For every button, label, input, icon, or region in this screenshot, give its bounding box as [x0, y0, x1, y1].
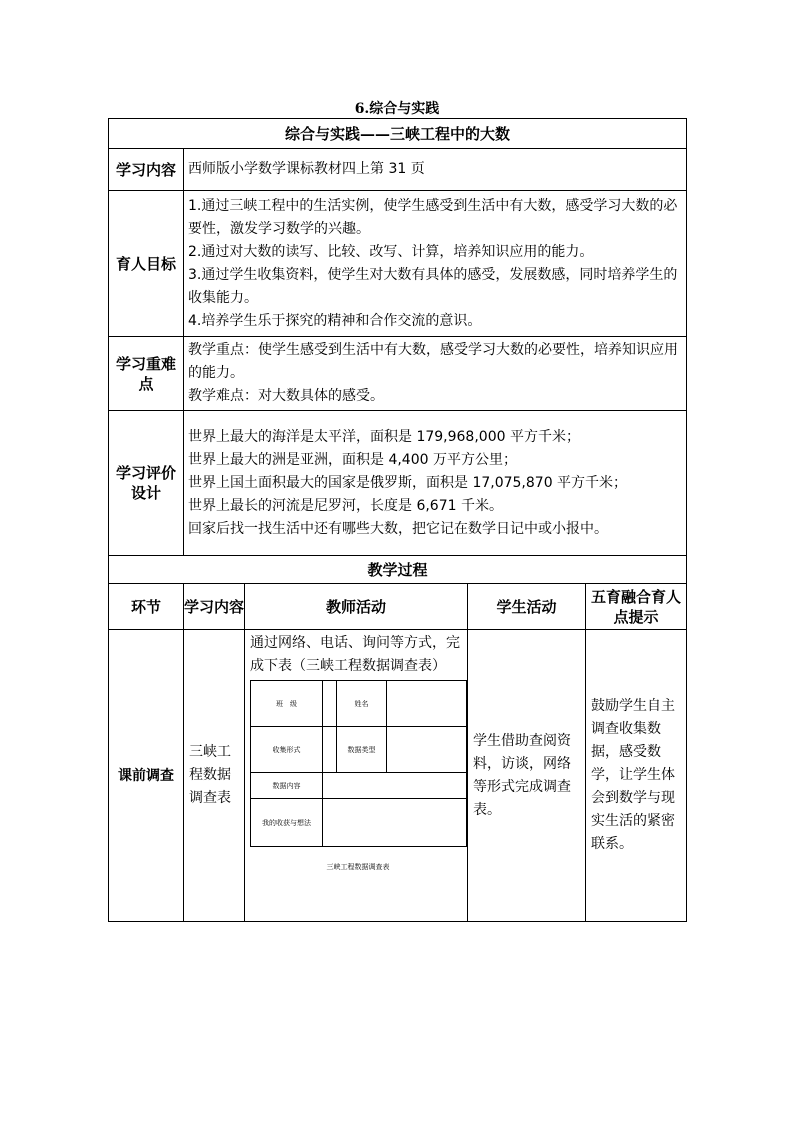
- keypoint-line: 教学重点：使学生感受到生活中有大数，感受学习大数的必要性，培养知识应用的能力。: [188, 342, 678, 381]
- lesson-title-row: [109, 119, 687, 149]
- goal-line: 4.培养学生乐于探究的精神和合作交流的意识。: [188, 312, 482, 329]
- evaluation-label: 学习评价设计: [109, 411, 184, 556]
- evaluation-line: 世界上最大的海洋是太平洋，面积是 179,968,000 平方千米；: [188, 428, 580, 445]
- goal-line: 3.通过学生收集资料，使学生对大数有具体的感受，发展数感，同时培养学生的收集能力。: [188, 266, 678, 306]
- goals-label: 育人目标: [109, 191, 184, 337]
- teacher-text: 通过网络、电话、询问等方式，完成下表（三峡工程数据调查表）: [250, 635, 460, 674]
- goals-text: [184, 191, 687, 337]
- goal-line: 1.通过三峡工程中的生活实例，使学生感受到生活中有大数，感受学习大数的必要性，激发学习数学的兴趣。: [188, 197, 678, 237]
- evaluation-row: [109, 411, 687, 556]
- survey-method-value: [323, 727, 337, 773]
- survey-type-value: [387, 727, 467, 773]
- col-header-stage: 环节: [109, 584, 184, 630]
- stage-content: 三峡工程数据调查表: [184, 630, 245, 922]
- hint-text: 鼓励学生自主调查收集数据，感受数学，让学生体会到数学与现实生活的紧密联系。: [586, 630, 687, 922]
- evaluation-line: 世界上国土面积最大的国家是俄罗斯，面积是 17,075,870 平方千米；: [188, 474, 628, 491]
- col-header-teacher: 教师活动: [245, 584, 468, 630]
- lesson-plan-table: [108, 118, 687, 922]
- survey-type-label: 数据类型: [337, 727, 387, 773]
- survey-caption: 三峡工程数据调查表: [326, 863, 390, 871]
- survey-name-label: 姓名: [337, 681, 387, 727]
- survey-class-value: [323, 681, 337, 727]
- lesson-title: 综合与实践——三峡工程中的大数: [109, 119, 687, 149]
- teacher-activity: [245, 630, 468, 922]
- content-text: 西师版小学数学课标教材四上第 31 页: [184, 149, 687, 191]
- keypoints-label: 学习重难点: [109, 337, 184, 411]
- evaluation-text: [184, 411, 687, 556]
- evaluation-line: 世界上最大的洲是亚洲，面积是 4,400 万平方公里；: [188, 451, 517, 468]
- evaluation-line: 回家后找一找生活中还有哪些大数，把它记在数学日记中或小报中。: [188, 520, 608, 537]
- student-activity: 学生借助查阅资料，访谈，网络等形式完成调查表。: [468, 630, 586, 922]
- stage-name: 课前调查: [109, 630, 184, 922]
- survey-method-label: 收集形式: [251, 727, 323, 773]
- stage-row: [109, 630, 687, 922]
- process-header-row: [109, 556, 687, 584]
- content-label: 学习内容: [109, 149, 184, 191]
- col-header-hint: 五育融合育人点提示: [586, 584, 687, 630]
- survey-name-value: [387, 681, 467, 727]
- keypoints-row: [109, 337, 687, 411]
- goal-line: 2.通过对大数的读写、比较、改写、计算，培养知识应用的能力。: [188, 243, 594, 260]
- col-header-student: 学生活动: [468, 584, 586, 630]
- survey-feeling-label: 我的收获与想法: [251, 799, 323, 847]
- survey-class-label: 班 级: [251, 681, 323, 727]
- process-header: 教学过程: [109, 556, 687, 584]
- page-title: 6.综合与实践: [354, 101, 440, 117]
- survey-feeling-value: [323, 799, 467, 847]
- survey-table: [250, 680, 467, 847]
- keypoint-line: 教学难点：对大数具体的感受。: [188, 388, 384, 404]
- col-header-content: 学习内容: [184, 584, 245, 630]
- column-header-row: [109, 584, 687, 630]
- content-row: [109, 149, 687, 191]
- keypoints-text: [184, 337, 687, 411]
- survey-data-content-value: [323, 773, 467, 799]
- survey-data-content-label: 数据内容: [251, 773, 323, 799]
- goals-row: [109, 191, 687, 337]
- evaluation-line: 世界上最长的河流是尼罗河，长度是 6,671 千米。: [188, 497, 503, 514]
